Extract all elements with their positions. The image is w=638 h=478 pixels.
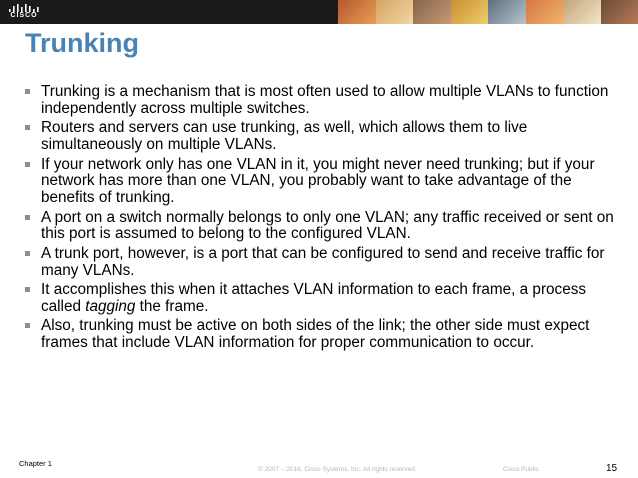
bullet-text: A port on a switch normally belongs to only one VLAN; any traffic received or sent on this port is assumed to belong to the configured VLAN.	[41, 208, 614, 243]
cisco-logo	[6, 3, 42, 21]
bullet-text-emphasis: tagging	[85, 298, 136, 315]
header-photo	[526, 0, 564, 24]
bullet-item	[24, 210, 616, 244]
bullet-text: Routers and servers can use trunking, as well, which allows them to live simultaneously on multiple VLANs.	[41, 119, 528, 154]
bullet-list	[24, 84, 616, 355]
bullet-item	[24, 157, 616, 207]
bullet-item	[24, 282, 616, 316]
bullet-square-icon	[25, 125, 30, 130]
bullet-square-icon	[25, 251, 30, 256]
bullet-text: A trunk port, however, is a port that can be configured to send and receive traffic for many VLANs.	[41, 244, 605, 279]
footer-page-number: 15	[606, 463, 618, 474]
header-photo	[601, 0, 638, 24]
bullet-square-icon	[25, 215, 30, 220]
bullet-text-before: It accomplishes this when it attaches VLAN information to each frame, a process called	[41, 281, 586, 315]
bullet-text-after: the frame.	[135, 298, 209, 315]
bullet-item	[24, 318, 616, 352]
header-banner	[0, 0, 638, 24]
bullet-square-icon	[25, 89, 30, 94]
header-photo	[413, 0, 451, 24]
bullet-item	[24, 84, 616, 118]
logo-text: CISCO	[10, 12, 38, 19]
footer-copyright: © 2007 – 2016, Cisco Systems, Inc. All rights reserved.	[258, 466, 417, 473]
header-photo	[376, 0, 414, 24]
bullet-text	[41, 281, 586, 315]
bullet-text: If your network only has one VLAN in it, you might never need trunking; but if your network has more than one VLAN, you probably want to take advantage of the benefits of trunking.	[41, 155, 595, 207]
header-photo	[488, 0, 526, 24]
header-photo	[563, 0, 601, 24]
header-photo	[338, 0, 376, 24]
bullet-text: Trunking is a mechanism that is most often used to allow multiple VLANs to function independently across multiple switches.	[41, 83, 609, 117]
bullet-square-icon	[25, 323, 30, 328]
bullet-text: Also, trunking must be active on both sides of the link; the other side must expect frames that include VLAN information for proper communication to occur.	[41, 317, 590, 352]
bullet-item	[24, 246, 616, 280]
header-photo	[451, 0, 489, 24]
slide-title: Trunking	[25, 28, 139, 58]
bullet-square-icon	[25, 162, 30, 167]
bullet-item	[24, 120, 616, 154]
bullet-square-icon	[25, 287, 30, 292]
footer-classification: Cisco Public	[503, 466, 539, 473]
header-photo-strip	[338, 0, 638, 24]
footer-chapter-label: Chapter 1	[19, 459, 52, 468]
